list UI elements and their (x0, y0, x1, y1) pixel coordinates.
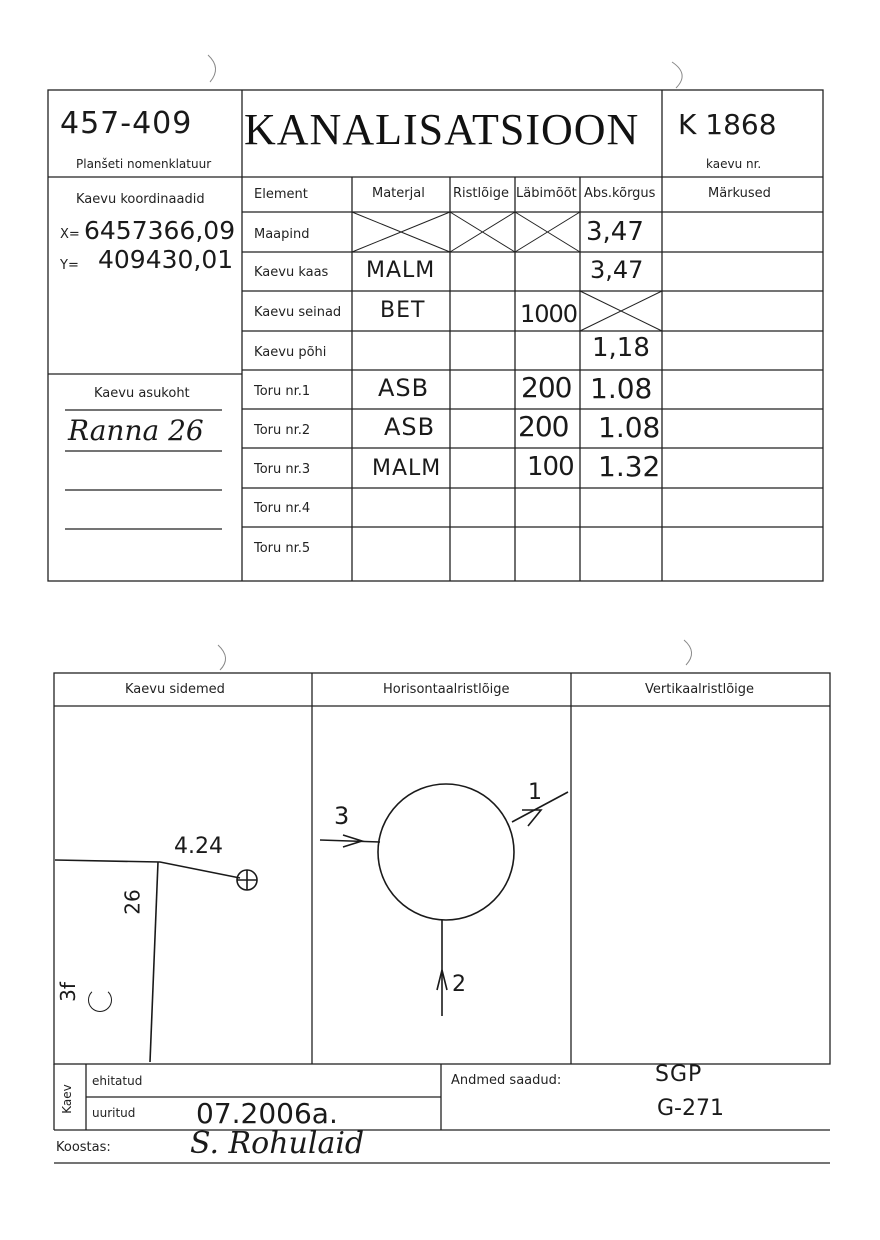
row-element: Toru nr.4 (254, 501, 311, 516)
row-element: Toru nr.5 (254, 541, 311, 556)
y-coordinate-label: Y= (60, 258, 79, 273)
cell-materjal: MALM (372, 456, 442, 481)
sketch-side-label: 26 (120, 889, 145, 915)
location-sketch (55, 860, 257, 1062)
col-header-abs-korgus: Abs.kõrgus (584, 186, 656, 201)
y-coordinate-value: 409430,01 (98, 245, 234, 274)
coordinates-label: Kaevu koordinaadid (76, 192, 205, 207)
uuritud-label: uuritud (92, 1106, 136, 1120)
col-header-labimoot: Läbimõõt (516, 186, 577, 201)
ehitatud-label: ehitatud (92, 1074, 143, 1088)
cell-labimoot: 100 (527, 452, 574, 482)
cell-labimoot: 200 (518, 410, 569, 443)
cell-materjal: MALM (366, 258, 436, 283)
corner-symbol-icon (88, 988, 112, 1012)
location-value: Ranna 26 (68, 414, 204, 447)
cell-labimoot: 200 (521, 371, 572, 404)
nomenclature-value: 457-409 (60, 106, 193, 141)
row-element: Maapind (254, 227, 310, 242)
row-element: Kaevu kaas (254, 265, 329, 280)
pipe-1-label: 1 (528, 780, 543, 805)
col-header-element: Element (254, 187, 308, 202)
row-element: Toru nr.3 (254, 462, 311, 477)
row-element: Toru nr.1 (254, 384, 311, 399)
pipe-2-label: 2 (452, 972, 467, 997)
cell-abs: 1.32 (598, 450, 661, 483)
cell-abs: 1.08 (590, 372, 653, 405)
x-coordinate-value: 6457366,09 (84, 216, 236, 245)
koostas-signature: S. Rohulaid (190, 1126, 365, 1161)
cell-abs: 1.08 (598, 411, 661, 444)
location-label: Kaevu asukoht (94, 386, 190, 401)
cell-labimoot: 1000 (520, 300, 578, 328)
koostas-label: Koostas: (56, 1140, 111, 1155)
cell-abs: 3,47 (590, 256, 644, 284)
panel-header-sidemed: Kaevu sidemed (125, 682, 225, 697)
row-element: Toru nr.2 (254, 423, 311, 438)
x-coordinate-label: X= (60, 227, 80, 242)
nomenclature-label: Planšeti nomenklatuur (76, 157, 212, 171)
cross-section-sketch (320, 784, 568, 1016)
cell-materjal: BET (380, 298, 426, 323)
andmed-value-2: G-271 (657, 1096, 724, 1121)
cell-abs: 3,47 (586, 217, 644, 247)
pipe-3-label: 3 (334, 802, 351, 830)
well-number-label: kaevu nr. (706, 157, 762, 171)
andmed-label: Andmed saadud: (451, 1073, 562, 1088)
uuritud-value: 07.2006a. (196, 1097, 338, 1130)
sketch-corner-label: 3f (55, 982, 80, 1002)
col-header-markused: Märkused (708, 186, 771, 201)
page-title: KANALISATSIOON (244, 105, 640, 154)
kaev-label: Kaev (59, 1084, 74, 1114)
row-element: Kaevu seinad (254, 305, 342, 320)
panel-header-vertikaal: Vertikaalristlõige (645, 682, 755, 697)
col-header-materjal: Materjal (372, 186, 425, 201)
col-header-ristloige: Ristlõige (453, 186, 509, 201)
well-number-value: K 1868 (678, 108, 777, 141)
andmed-value-1: SGP (655, 1062, 703, 1087)
row-element: Kaevu põhi (254, 345, 327, 360)
cell-materjal: ASB (384, 413, 436, 441)
cell-abs: 1,18 (592, 333, 650, 363)
cell-materjal: ASB (378, 374, 430, 402)
panel-header-horisontaal: Horisontaalristlõige (383, 682, 510, 697)
sketch-distance-label: 4.24 (174, 834, 223, 859)
